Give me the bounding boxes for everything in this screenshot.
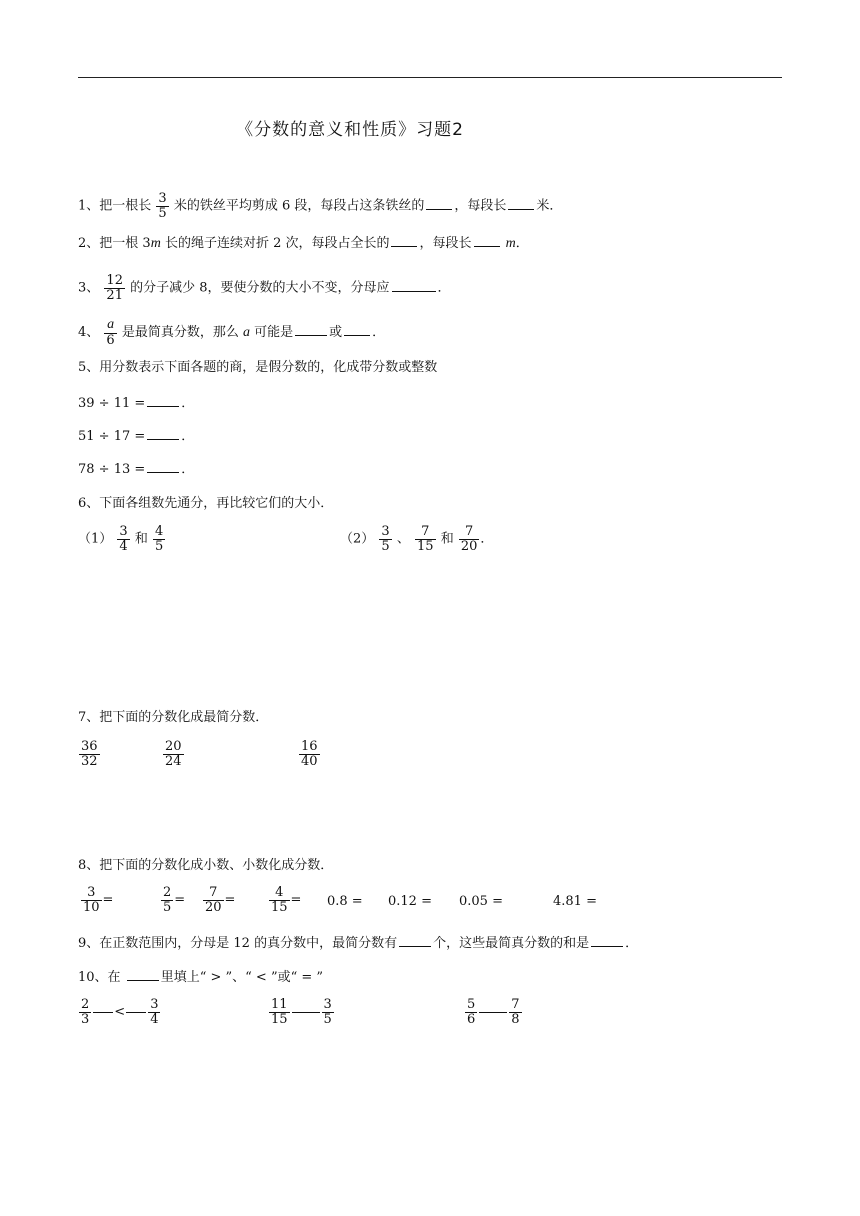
q10-compare-3: $\frac{5}{6}$ $\frac{7}{8}$ xyxy=(467,997,520,1027)
question-2: 2、把一根 3m 长的绳子连续对折 2 次，每段占全长的 ，每段长 m． xyxy=(78,236,529,251)
q8-fraction: $\frac{2}{5}$ = xyxy=(163,885,186,915)
answer-blank[interactable] xyxy=(591,934,623,947)
q8-fraction: $\frac{7}{20}$ = xyxy=(205,885,236,915)
question-3: 3、 $\frac{12}{21}$ 的分子减少 8，要使分数的大小不变，分母应 ． xyxy=(78,273,451,303)
q5-item: 78 ÷ 13 = ． xyxy=(78,462,195,477)
q8-decimal: 0.8 = xyxy=(327,894,363,909)
q5-item: 51 ÷ 17 = ． xyxy=(78,429,195,444)
question-10: 10、在 里填上“ > ”、“ < ”或“ = ” xyxy=(78,970,324,985)
q7-fraction: $\frac{16}{40}$ xyxy=(301,739,318,769)
fraction: $\frac{7}{15}$ xyxy=(417,524,434,554)
answer-blank[interactable] xyxy=(147,427,179,440)
question-1: 1、把一根长 $\frac{3}{5}$ 米的铁丝平均剪成 6 段，每段占这条铁丝的 ，每段长 米． xyxy=(78,191,563,221)
answer-blank[interactable] xyxy=(479,1012,507,1013)
question-7: 7、把下面的分数化成最简分数． xyxy=(78,710,269,725)
answer-blank[interactable] xyxy=(391,234,417,247)
q8-decimal: 4.81 = xyxy=(553,894,597,909)
answer-blank[interactable] xyxy=(126,1012,146,1013)
fraction: $\frac{3}{4}$ xyxy=(119,524,128,554)
question-6: 6、下面各组数先通分，再比较它们的大小． xyxy=(78,496,334,511)
q5-item: 39 ÷ 11 = ． xyxy=(78,396,195,411)
answer-blank[interactable] xyxy=(474,234,500,247)
answer-blank[interactable] xyxy=(147,394,179,407)
answer-blank[interactable] xyxy=(295,323,327,336)
fraction: $\frac{4}{5}$ xyxy=(155,524,164,554)
answer-blank[interactable] xyxy=(399,934,431,947)
answer-blank[interactable] xyxy=(344,323,370,336)
answer-blank[interactable] xyxy=(127,968,159,981)
question-8: 8、把下面的分数化成小数、小数化成分数． xyxy=(78,858,334,873)
q3-fraction: $\frac{12}{21}$ xyxy=(106,273,123,303)
question-4: 4、 $\frac{a}{6}$ 是最简真分数，那么 a 可能是 或 ． xyxy=(78,317,386,348)
question-5: 5、用分数表示下面各题的商，是假分数的，化成带分数或整数 xyxy=(78,360,438,375)
q8-fraction: $\frac{4}{15}$ = xyxy=(271,885,302,915)
q8-fraction: $\frac{3}{10}$ = xyxy=(83,885,114,915)
answer-blank[interactable] xyxy=(147,460,179,473)
q6-part-1: （1） $\frac{3}{4}$ 和 $\frac{4}{5}$ xyxy=(78,524,164,554)
answer-blank[interactable] xyxy=(508,197,534,210)
q7-fraction: $\frac{36}{32}$ xyxy=(81,739,98,769)
q8-decimal: 0.05 = xyxy=(459,894,503,909)
answer-blank[interactable] xyxy=(93,1012,113,1013)
page-title: 《分数的意义和性质》习题2 xyxy=(236,120,464,140)
q8-decimal: 0.12 = xyxy=(388,894,432,909)
q6-part-2: （2） $\frac{3}{5}$ 、 $\frac{7}{15}$ 和 $\frac{7}{20}$ ． xyxy=(340,524,494,554)
answer-blank[interactable] xyxy=(392,279,436,292)
q7-fraction: $\frac{20}{24}$ xyxy=(165,739,182,769)
answer-blank[interactable] xyxy=(426,197,452,210)
header-rule xyxy=(78,77,782,78)
fraction: $\frac{7}{20}$ xyxy=(460,524,478,554)
q1-prefix: 1、把一根长 xyxy=(78,198,152,214)
answer-blank[interactable] xyxy=(292,1012,320,1013)
q1-fraction: $\frac{3}{5}$ xyxy=(158,191,167,221)
q4-fraction: $\frac{a}{6}$ xyxy=(106,317,115,348)
question-9: 9、在正数范围内，分母是 12 的真分数中，最简分数有 个，这些最简真分数的和是 ． xyxy=(78,936,639,951)
q10-compare-1: $\frac{2}{3}$ < $\frac{3}{4}$ xyxy=(81,997,159,1027)
fraction: $\frac{3}{5}$ xyxy=(381,524,390,554)
q10-compare-2: $\frac{11}{15}$ $\frac{3}{5}$ xyxy=(271,997,332,1027)
